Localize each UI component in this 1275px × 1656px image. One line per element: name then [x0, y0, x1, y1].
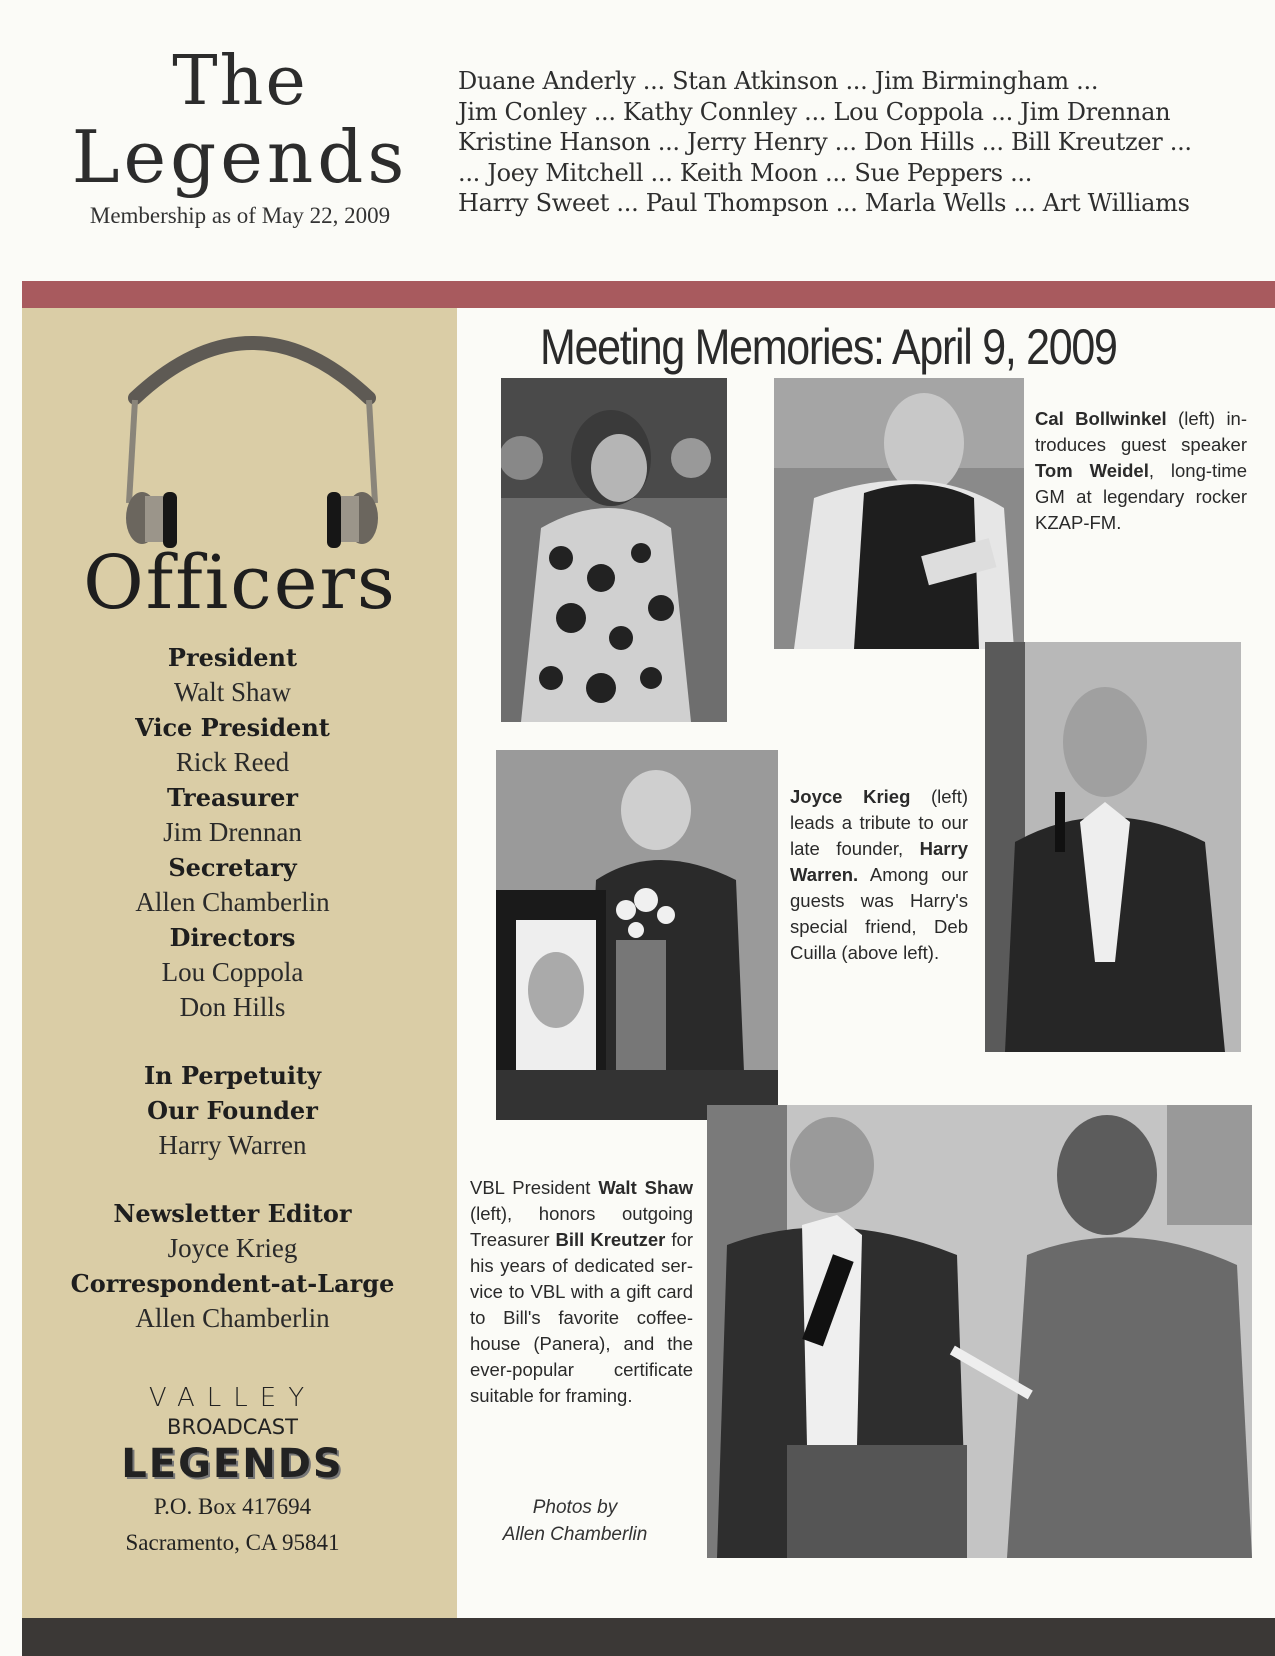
- photo-deb-cuilla: [501, 378, 727, 722]
- credit-name: Allen Chamberlin: [502, 1524, 648, 1545]
- officers-heading: Officers: [83, 540, 397, 626]
- officer-role: Vice President: [135, 713, 330, 742]
- caption-name: Joyce Krieg: [790, 786, 911, 807]
- officer-name: Jim Drennan: [163, 817, 302, 847]
- divider-band: [22, 281, 1275, 308]
- officer-name: Walt Shaw: [173, 677, 292, 707]
- caption-name: Cal Bollwinkel: [1035, 408, 1167, 429]
- vbl-logo: [0, 1383, 465, 1559]
- member-line: Jim Conley ... Kathy Connley ... Lou Coppola ... Jim Drennan: [458, 97, 1171, 126]
- caption-name: Bill Kreutzer: [555, 1229, 666, 1250]
- caption-name: Harry Warren.: [790, 838, 968, 885]
- caption-text: (left) in-troduces guest speaker: [1035, 408, 1248, 455]
- address-po-box: P.O. Box 417694: [153, 1494, 312, 1519]
- member-line: Harry Sweet ... Paul Thompson ... Marla Wells ... Art Williams: [458, 189, 1190, 217]
- address-city: Sacramento, CA 95841: [125, 1530, 340, 1555]
- caption-walt-shaw: [470, 1175, 693, 1409]
- caption-text: Among our guests was Harry's special friend, Deb Cuilla (above left).: [790, 864, 968, 963]
- logo-legends: LEGENDS: [121, 1441, 344, 1487]
- headphones-icon: [107, 318, 397, 558]
- caption-text: , long-time GM at legendary rocker KZAP-FM.: [1035, 460, 1247, 533]
- footer-band: [22, 1618, 1275, 1656]
- editor-role: Newsletter Editor: [113, 1199, 352, 1228]
- officer-name: Allen Chamberlin: [135, 887, 330, 917]
- officers-list: [0, 640, 465, 1336]
- perpetuity-label: In Perpetuity: [143, 1061, 322, 1090]
- logo-broadcast: BROADCAST: [167, 1415, 298, 1439]
- caption-text: VBL President: [470, 1177, 599, 1198]
- meeting-title: Meeting Memories: April 9, 2009: [540, 319, 1117, 375]
- editor-name: Joyce Krieg: [167, 1233, 298, 1263]
- caption-text: (left), honors outgoing Treasurer: [470, 1203, 693, 1250]
- logo-valley: VALLEY: [148, 1383, 317, 1413]
- founder-label: Our Founder: [147, 1096, 318, 1125]
- officer-name: Lou Coppola: [161, 957, 304, 987]
- officer-role: President: [167, 643, 298, 672]
- caption-name: Walt Shaw: [598, 1177, 693, 1198]
- caption-joyce-krieg: [790, 784, 968, 966]
- correspondent-name: Allen Chamberlin: [135, 1303, 330, 1333]
- photo-tom-weidel: [985, 642, 1241, 1052]
- member-list: [458, 66, 1238, 219]
- officer-role: Treasurer: [166, 783, 299, 812]
- caption-text: for his years of dedicated ser-vice to VBL with a gift card to Bill's favorite coffee-house (Panera), and the ever-popular certificate suitable for framing.: [470, 1229, 694, 1406]
- photo-credit: [480, 1494, 670, 1548]
- officer-name: Rick Reed: [175, 747, 290, 777]
- membership-date: Membership as of May 22, 2009: [89, 203, 391, 228]
- member-line: ... Joey Mitchell ... Keith Moon ... Sue Peppers ...: [458, 158, 1033, 187]
- masthead: [40, 42, 440, 229]
- photo-joyce-krieg: [496, 750, 778, 1120]
- photo-walt-shaw-bill-kreutzer: [707, 1105, 1252, 1558]
- officer-role: Directors: [169, 923, 296, 952]
- photo-cal-bollwinkel: [774, 378, 1024, 649]
- caption-name: Tom Weidel: [1035, 460, 1149, 481]
- member-line: Duane Anderly ... Stan Atkinson ... Jim Birmingham ...: [458, 67, 1099, 95]
- masthead-title-the: The: [172, 42, 308, 121]
- correspondent-role: Correspondent-at-Large: [70, 1269, 395, 1298]
- officer-role: Secretary: [168, 853, 297, 882]
- credit-label: Photos by: [532, 1497, 618, 1518]
- caption-cal-bollwinkel: [1035, 406, 1247, 536]
- officer-name: Don Hills: [179, 992, 286, 1022]
- masthead-title-legends: Legends: [71, 115, 409, 199]
- founder-name: Harry Warren: [158, 1130, 307, 1160]
- caption-text: (left) leads a tribute to our late founder,: [790, 786, 968, 859]
- member-line: Kristine Hanson ... Jerry Henry ... Don Hills ... Bill Kreutzer ...: [458, 128, 1192, 156]
